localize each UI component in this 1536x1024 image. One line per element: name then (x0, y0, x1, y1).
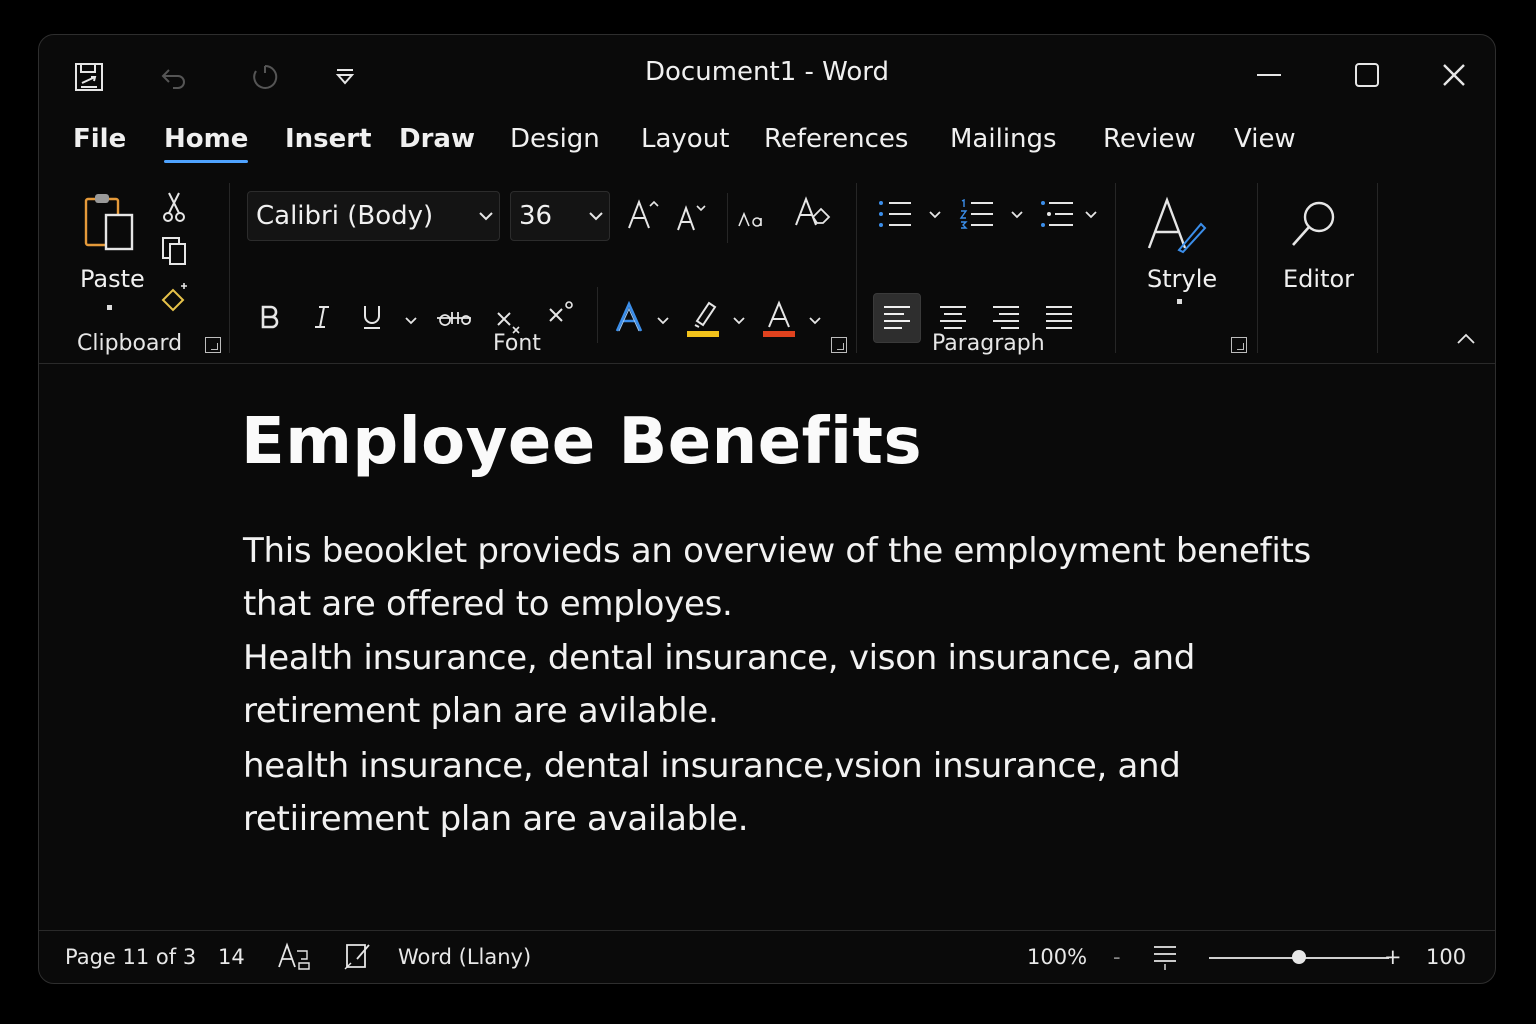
save-icon[interactable] (69, 57, 109, 97)
chevron-down-icon[interactable] (1083, 207, 1099, 223)
font-launcher-icon[interactable] (831, 337, 847, 353)
document-line[interactable]: Health insurance, dental insurance, vison insurance, and (243, 638, 1196, 678)
inline-divider (727, 193, 728, 243)
paste-label[interactable]: Paste (80, 265, 145, 293)
editor-icon[interactable] (1287, 195, 1341, 253)
word-count[interactable]: 14 (218, 945, 245, 969)
language-status[interactable]: Word (Llany) (398, 945, 532, 969)
highlight-swatch (687, 331, 719, 337)
clipboard-launcher-icon[interactable] (205, 337, 221, 353)
shrink-font-icon[interactable] (672, 195, 710, 239)
italic-button[interactable] (305, 297, 339, 337)
copy-icon[interactable] (159, 233, 189, 269)
zoom-slider-thumb[interactable] (1292, 950, 1306, 964)
text-effects-icon[interactable] (611, 297, 647, 339)
ribbon-home (39, 175, 1495, 365)
minimize-icon[interactable] (1244, 53, 1294, 97)
document-line[interactable]: health insurance, dental insurance,vsion insurance, and (243, 746, 1181, 786)
word-window (38, 34, 1496, 984)
chevron-down-icon[interactable] (731, 313, 747, 329)
redo-icon[interactable] (245, 57, 285, 97)
document-line[interactable]: retiirement plan are available. (243, 799, 749, 839)
multilevel-list-icon[interactable] (1037, 195, 1077, 233)
underline-button[interactable] (355, 297, 389, 337)
font-group-label: Font (493, 331, 541, 356)
tab-file[interactable]: File (73, 124, 127, 154)
close-icon[interactable] (1429, 53, 1479, 97)
paste-icon[interactable] (79, 189, 139, 255)
tab-home[interactable]: Home (164, 117, 248, 163)
clipboard-group-label: Clipboard (77, 331, 183, 356)
page-count[interactable]: Page 11 of 3 (65, 945, 197, 969)
bold-button[interactable] (253, 297, 287, 337)
proofing-icon[interactable] (343, 941, 373, 976)
chevron-down-icon[interactable] (473, 191, 499, 241)
styles-label[interactable]: Stryle (1147, 265, 1218, 293)
chevron-down-icon[interactable] (583, 191, 609, 241)
align-left-button[interactable] (873, 293, 921, 343)
undo-icon[interactable] (154, 57, 194, 97)
tab-layout[interactable]: Layout (641, 124, 730, 154)
group-divider (1257, 183, 1258, 353)
numbering-icon[interactable] (957, 195, 997, 233)
paragraph-launcher-icon[interactable] (1231, 337, 1247, 353)
chevron-down-icon[interactable] (807, 313, 823, 329)
text-predictions-icon[interactable] (277, 941, 311, 976)
chevron-down-icon[interactable] (655, 313, 671, 329)
window-title: Document1 - Word (645, 57, 889, 87)
editor-label[interactable]: Editor (1283, 265, 1355, 293)
customize-qat-icon[interactable] (325, 57, 365, 97)
tab-insert[interactable]: Insert (285, 124, 372, 154)
group-divider (1377, 183, 1378, 353)
styles-dropdown-indicator[interactable] (1177, 299, 1182, 304)
paste-dropdown-indicator[interactable] (107, 305, 112, 310)
group-divider (1115, 183, 1116, 353)
status-bar (39, 930, 1495, 984)
superscript-button[interactable] (543, 293, 579, 333)
highlight-color-icon[interactable] (683, 293, 723, 343)
change-case-icon[interactable] (735, 201, 769, 237)
tab-references[interactable]: References (764, 124, 909, 154)
tab-mailings[interactable]: Mailings (950, 124, 1057, 154)
tab-review[interactable]: Review (1103, 124, 1196, 154)
focus-mode-icon[interactable] (1151, 943, 1179, 976)
collapse-ribbon-icon[interactable] (1453, 329, 1479, 349)
title-bar (39, 35, 1495, 115)
document-line[interactable]: that are offered to employes. (243, 584, 733, 624)
chevron-down-icon[interactable] (1009, 207, 1025, 223)
zoom-out-button[interactable]: - (1113, 945, 1121, 969)
group-divider (856, 183, 857, 353)
document-heading[interactable]: Employee Benefits (241, 405, 923, 479)
document-canvas[interactable] (39, 365, 1495, 930)
strikethrough-button[interactable] (433, 297, 475, 337)
tab-design[interactable]: Design (510, 124, 600, 154)
grow-font-icon[interactable] (624, 193, 662, 237)
document-line[interactable]: This beooklet provieds an overview of the employment benefits (243, 531, 1311, 571)
zoom-percent[interactable]: 100% (1027, 945, 1088, 969)
styles-icon[interactable] (1141, 193, 1211, 255)
font-name-value: Calibri (Body) (256, 201, 434, 231)
format-painter-icon[interactable] (157, 279, 193, 315)
zoom-level[interactable]: 100 (1426, 945, 1467, 969)
bullets-icon[interactable] (875, 195, 915, 233)
tab-view[interactable]: View (1234, 124, 1296, 154)
font-size-combo[interactable] (510, 191, 610, 241)
chevron-down-icon[interactable] (927, 207, 943, 223)
font-color-swatch (763, 331, 795, 337)
font-color-icon[interactable] (759, 293, 799, 343)
ribbon-divider (39, 363, 1495, 364)
document-line[interactable]: retirement plan are avilable. (243, 691, 719, 731)
font-size-value: 36 (519, 201, 553, 231)
inline-divider (597, 287, 598, 343)
ribbon-tabs (39, 117, 1495, 163)
clear-formatting-icon[interactable] (791, 191, 833, 235)
maximize-icon[interactable] (1342, 53, 1392, 97)
chevron-down-icon[interactable] (403, 313, 419, 329)
cut-icon[interactable] (159, 189, 189, 225)
font-name-combo[interactable] (247, 191, 500, 241)
group-divider (229, 183, 230, 353)
zoom-in-button[interactable]: + (1384, 945, 1402, 969)
paragraph-group-label: Paragraph (932, 331, 1045, 356)
tab-draw[interactable]: Draw (399, 124, 475, 154)
